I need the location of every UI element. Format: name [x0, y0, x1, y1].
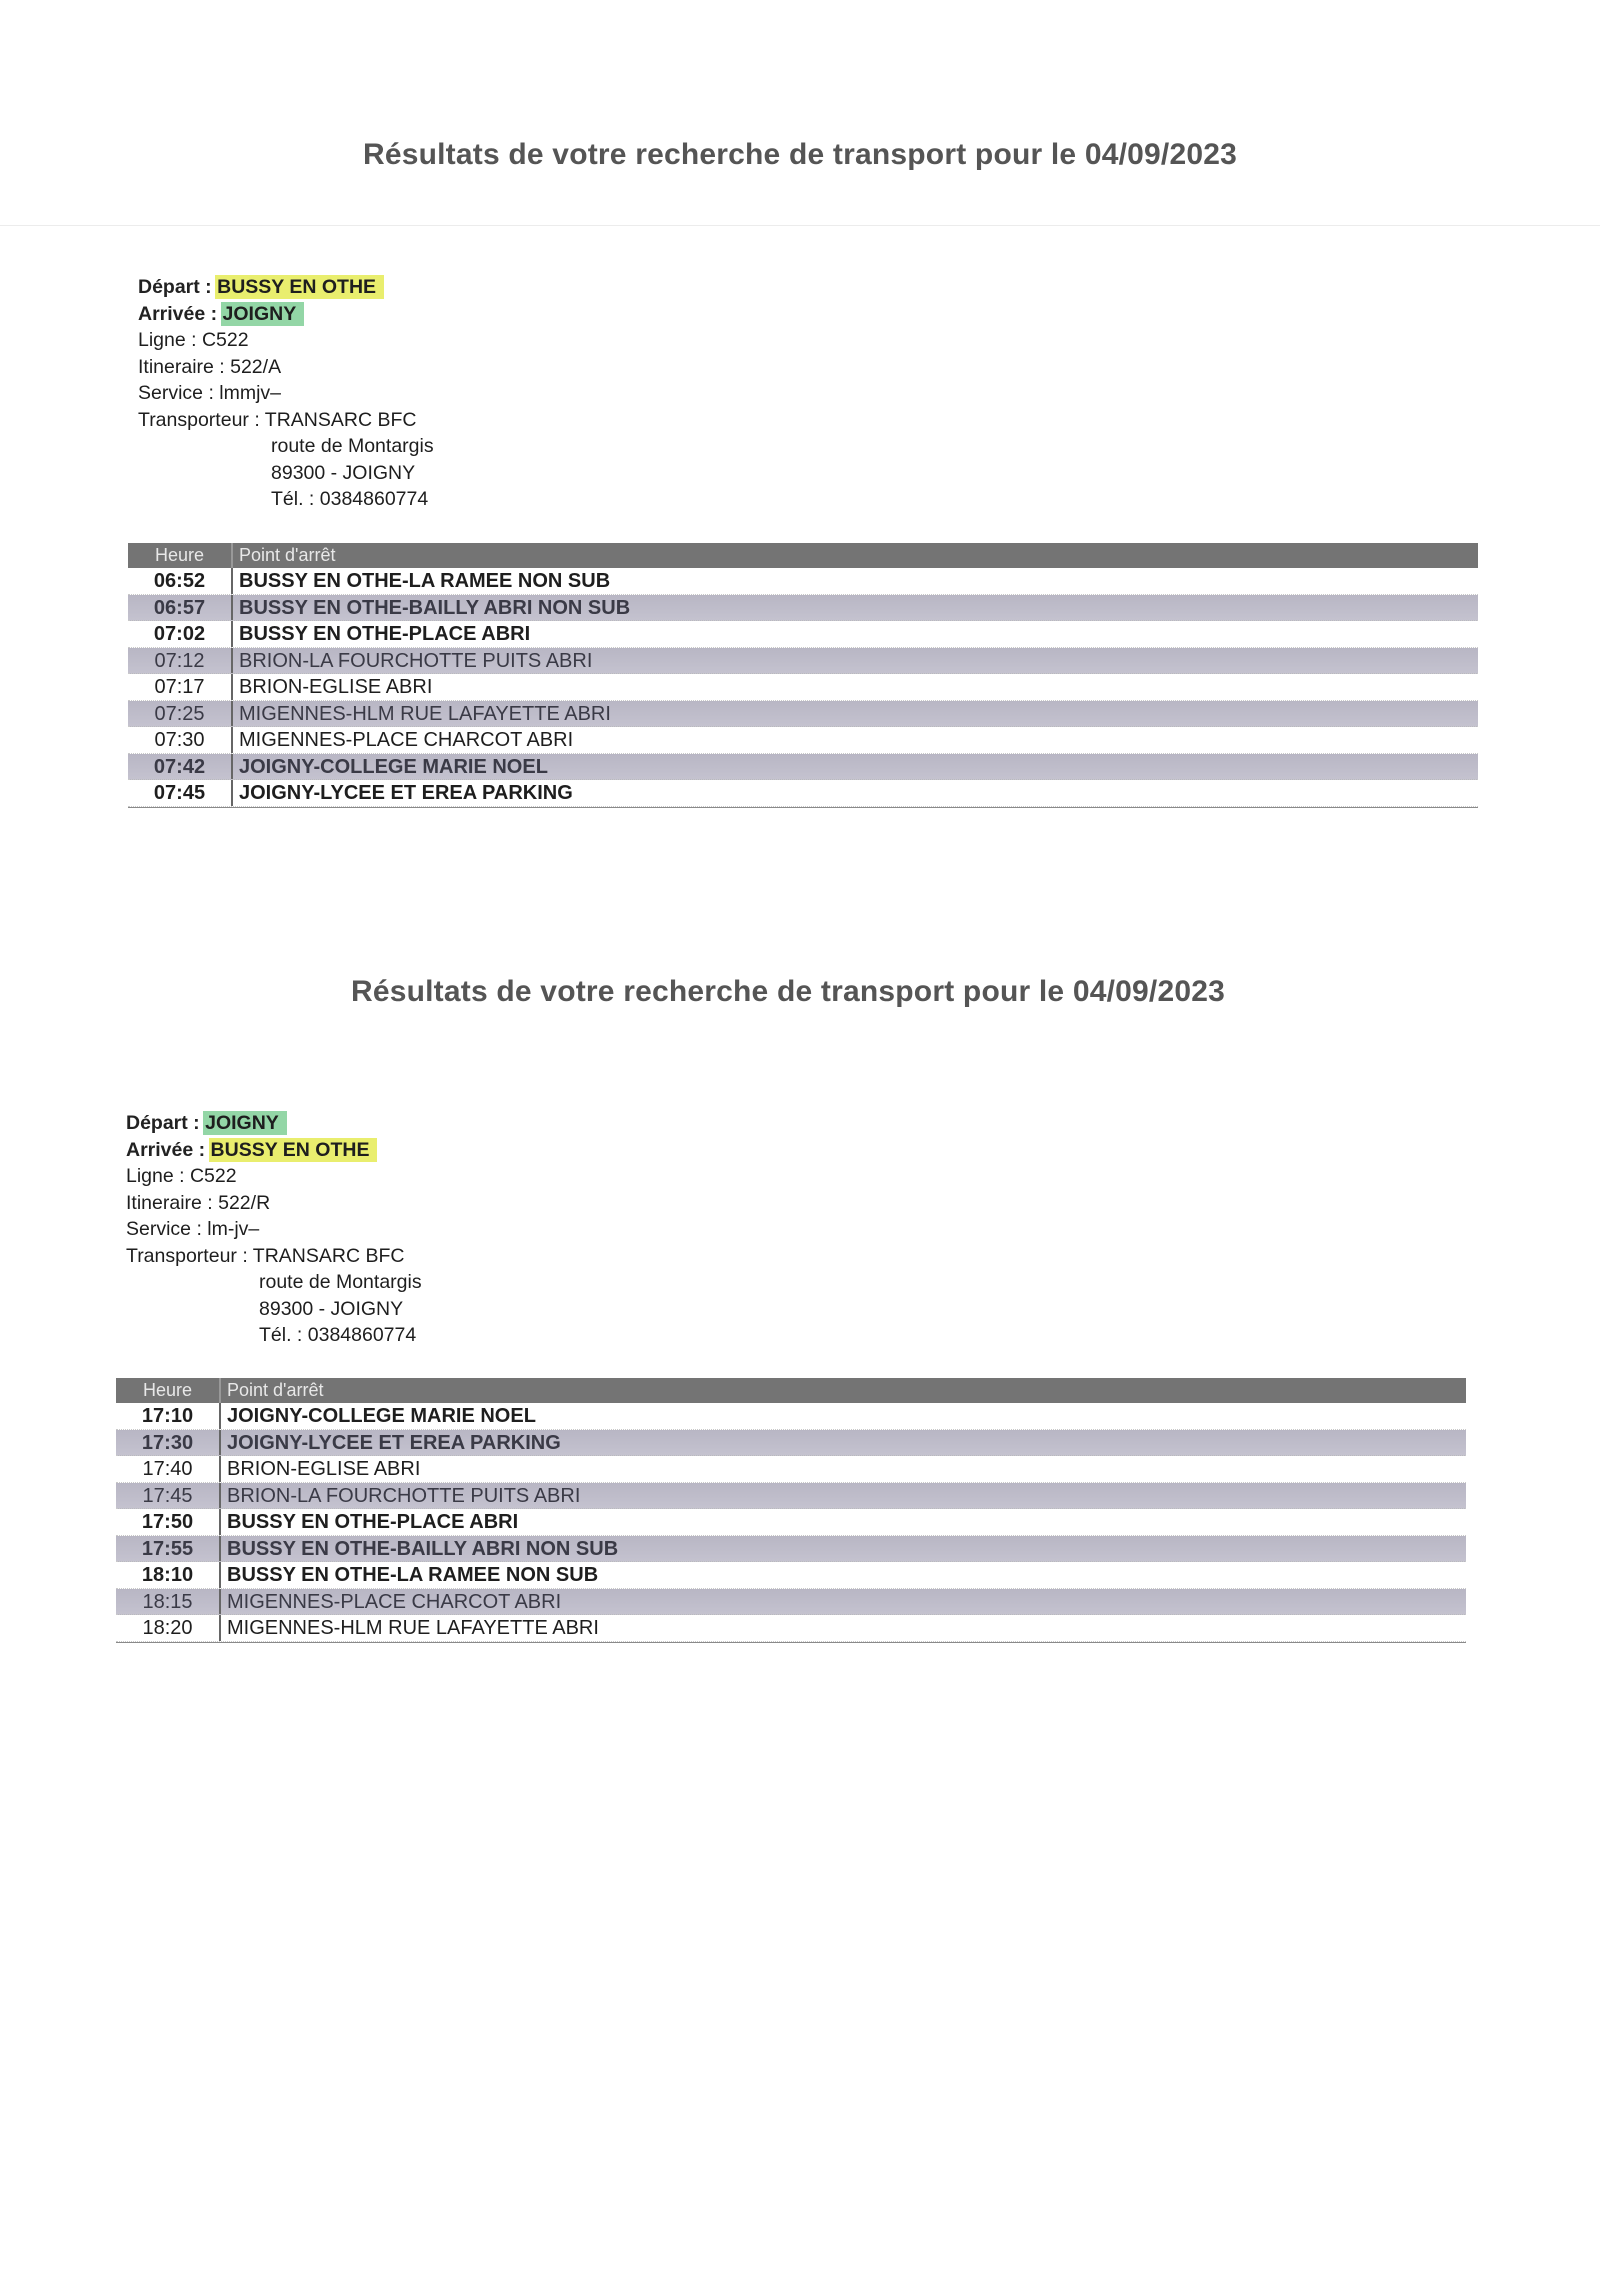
stop-cell: JOIGNY-LYCEE ET EREA PARKING	[219, 1430, 1466, 1456]
stop-cell: BRION-LA FOURCHOTTE PUITS ABRI	[219, 1483, 1466, 1509]
time-cell: 17:45	[142, 1484, 193, 1507]
arrivee-row	[126, 1137, 422, 1164]
ligne: Ligne : C522	[138, 329, 249, 351]
stop-cell: BUSSY EN OTHE-LA RAMEE NON SUB	[219, 1562, 1466, 1588]
time-cell: 06:52	[153, 570, 206, 592]
stop-cell: MIGENNES-HLM RUE LAFAYETTE ABRI	[231, 701, 1478, 727]
ligne: Ligne : C522	[126, 1165, 237, 1187]
itineraire: Itineraire : 522/A	[138, 355, 282, 378]
table-row	[128, 701, 1478, 728]
address-line-1: route de Montargis	[271, 435, 434, 457]
time-cell: 07:17	[154, 676, 205, 698]
time-cell: 07:42	[153, 755, 206, 778]
time-cell: 17:40	[142, 1458, 193, 1480]
stop-cell: JOIGNY-COLLEGE MARIE NOEL	[231, 754, 1478, 780]
stop-cell: BRION-EGLISE ABRI	[231, 674, 1478, 700]
stop-cell: MIGENNES-PLACE CHARCOT ABRI	[231, 727, 1478, 753]
trip-info	[138, 274, 434, 513]
table-row	[128, 727, 1478, 754]
transporteur: Transporteur : TRANSARC BFC	[126, 1244, 405, 1267]
arrivee-label: Arrivée :	[126, 1138, 206, 1161]
stop-cell: JOIGNY-COLLEGE MARIE NOEL	[219, 1403, 1466, 1429]
stop-cell: BUSSY EN OTHE-BAILLY ABRI NON SUB	[231, 595, 1478, 621]
transporteur: Transporteur : TRANSARC BFC	[138, 408, 417, 431]
table-row	[116, 1589, 1466, 1616]
table-row	[128, 780, 1478, 807]
time-cell: 18:10	[141, 1564, 194, 1586]
table-header	[128, 543, 1478, 568]
header-heure: Heure	[142, 1380, 193, 1400]
table-row	[116, 1536, 1466, 1563]
address-line-1: route de Montargis	[259, 1271, 422, 1293]
stop-cell: BUSSY EN OTHE-LA RAMEE NON SUB	[231, 568, 1478, 594]
depart-row	[126, 1110, 422, 1137]
depart-value: JOIGNY	[203, 1111, 287, 1135]
arrivee-label: Arrivée :	[138, 302, 218, 325]
stop-cell: BUSSY EN OTHE-BAILLY ABRI NON SUB	[219, 1536, 1466, 1562]
arrivee-value: BUSSY EN OTHE	[209, 1138, 378, 1162]
stop-cell: MIGENNES-HLM RUE LAFAYETTE ABRI	[219, 1615, 1466, 1641]
depart-label: Départ :	[126, 1112, 200, 1134]
time-cell: 17:50	[141, 1511, 194, 1533]
address-line-2: 89300 - JOIGNY	[259, 1297, 404, 1320]
time-cell: 18:15	[142, 1590, 193, 1613]
table-row	[128, 754, 1478, 781]
time-cell: 07:25	[154, 702, 205, 725]
stop-cell: BUSSY EN OTHE-PLACE ABRI	[231, 621, 1478, 647]
itineraire: Itineraire : 522/R	[126, 1191, 271, 1214]
stop-cell: MIGENNES-PLACE CHARCOT ABRI	[219, 1589, 1466, 1615]
time-cell: 07:02	[153, 623, 206, 645]
stop-cell: BRION-EGLISE ABRI	[219, 1456, 1466, 1482]
page-title: Résultats de votre recherche de transport pour le 04/09/2023	[362, 138, 1238, 171]
table-row	[116, 1403, 1466, 1430]
time-cell: 17:10	[141, 1405, 194, 1427]
time-cell: 18:20	[142, 1617, 193, 1639]
time-cell: 07:30	[154, 729, 205, 751]
table-row	[116, 1430, 1466, 1457]
table-row	[116, 1483, 1466, 1510]
time-cell: 17:55	[141, 1537, 194, 1560]
table-row	[128, 674, 1478, 701]
depart-value: BUSSY EN OTHE	[215, 275, 384, 299]
table-header	[116, 1378, 1466, 1403]
arrivee-row	[138, 301, 434, 328]
trip-info	[126, 1110, 422, 1349]
address-line-2: 89300 - JOIGNY	[271, 461, 416, 484]
table-row	[128, 595, 1478, 622]
service: Service : lm-jv–	[126, 1218, 260, 1240]
phone: Tél. : 0384860774	[259, 1324, 417, 1346]
arrivee-value: JOIGNY	[221, 302, 305, 326]
depart-label: Départ :	[138, 276, 212, 298]
page-title: Résultats de votre recherche de transport pour le 04/09/2023	[350, 975, 1226, 1008]
time-cell: 17:30	[141, 1431, 194, 1454]
table-row	[116, 1456, 1466, 1483]
time-cell: 06:57	[153, 596, 206, 619]
table-row	[128, 568, 1478, 595]
schedule-table	[116, 1378, 1466, 1643]
depart-row	[138, 274, 434, 301]
table-row	[128, 648, 1478, 675]
stop-cell: JOIGNY-LYCEE ET EREA PARKING	[231, 780, 1478, 806]
table-row	[128, 621, 1478, 648]
header-point-arret: Point d'arrêt	[219, 1378, 1466, 1403]
table-row	[116, 1509, 1466, 1536]
table-row	[116, 1615, 1466, 1642]
time-cell: 07:45	[153, 782, 206, 804]
phone: Tél. : 0384860774	[271, 488, 429, 510]
table-row	[116, 1562, 1466, 1589]
header-point-arret: Point d'arrêt	[231, 543, 1478, 568]
time-cell: 07:12	[154, 649, 205, 672]
stop-cell: BRION-LA FOURCHOTTE PUITS ABRI	[231, 648, 1478, 674]
header-heure: Heure	[154, 545, 205, 565]
service: Service : lmmjv–	[138, 382, 282, 404]
schedule-table	[128, 543, 1478, 808]
stop-cell: BUSSY EN OTHE-PLACE ABRI	[219, 1509, 1466, 1535]
divider	[0, 225, 1600, 226]
